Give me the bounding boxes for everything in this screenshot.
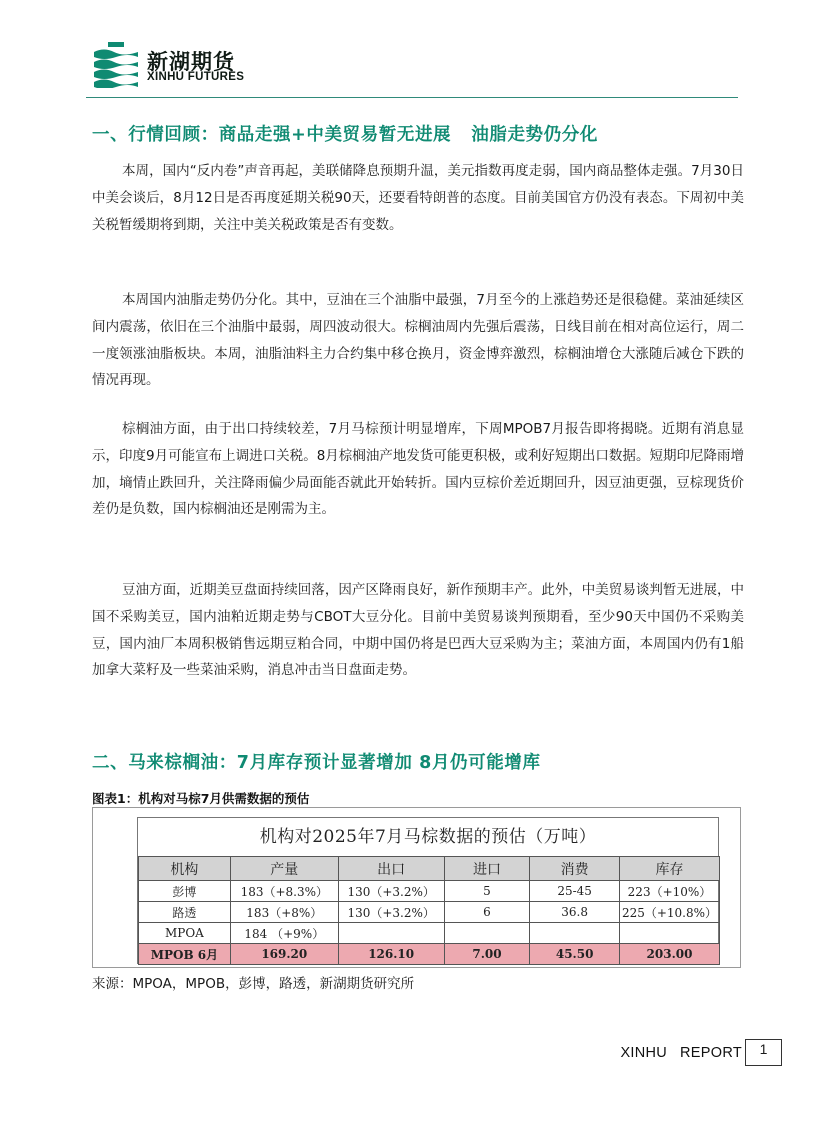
table-cell [619, 923, 719, 944]
table-cell [530, 923, 620, 944]
table-cell: 7.00 [444, 944, 530, 965]
table-cell: 225（+10.8%） [619, 902, 719, 923]
table-cell: 5 [444, 881, 530, 902]
estimate-table-title: 机构对2025年7月马棕数据的预估（万吨） [259, 827, 597, 847]
table-cell: 169.20 [230, 944, 338, 965]
table-cell [444, 923, 530, 944]
logo-english-name: XINHU FUTURES [147, 71, 245, 83]
table-row-highlighted [139, 944, 720, 965]
estimate-table-frame [137, 817, 719, 964]
page-number: 1 [745, 1039, 782, 1066]
table-row [139, 881, 720, 902]
header-divider [86, 97, 738, 98]
table-cell: 36.8 [530, 902, 620, 923]
table-cell: 223（+10%） [619, 881, 719, 902]
column-header: 产量 [230, 857, 338, 881]
paragraph-3: 棕榈油方面，由于出口持续较差，7月马棕预计明显增库，下周MPOB7月报告即将揭晓。近期有消息显示，印度9月可能宣布上调进口关税。8月棕榈油产地发货可能更积极，或利好短期出口数据。短期印尼降雨增加，墒情止跌回升，关注降雨偏少局面能否就此开始转折。国内豆棕价差近期回升，因豆油更强，豆棕现货价差仍是负数，国内棕榈油还是刚需为主。 [92, 421, 744, 518]
table-cell: 126.10 [338, 944, 444, 965]
estimate-table-figure [92, 807, 741, 968]
table-row [139, 902, 720, 923]
table-cell: 130（+3.2%） [338, 902, 444, 923]
table-cell: 45.50 [530, 944, 620, 965]
column-header: 进口 [444, 857, 530, 881]
column-header: 出口 [338, 857, 444, 881]
section-1-title: 一、行情回顾：商品走强+中美贸易暂无进展 油脂走势仍分化 [92, 125, 598, 145]
column-header: 消费 [530, 857, 620, 881]
column-header: 库存 [619, 857, 719, 881]
table-cell: 6 [444, 902, 530, 923]
section-2-title: 二、马来棕榈油：7月库存预计显著增加 8月仍可能增库 [92, 753, 541, 773]
paragraph-2: 本周国内油脂走势仍分化。其中，豆油在三个油脂中最强，7月至今的上涨趋势还是很稳健。菜油延续区间内震荡，依旧在三个油脂中最弱，周四波动很大。棕榈油周内先强后震荡，日线目前在相对高位运行，周二一度领涨油脂板块。本周，油脂油料主力合约集中移仓换月，资金博弈激烈，棕榈油增仓大涨随后减仓下跌的情况再现。 [92, 292, 744, 389]
table-cell: 183（+8.3%） [230, 881, 338, 902]
footer-report-label: XINHU REPORT [620, 1045, 742, 1061]
source-note: 来源：MPOA，MPOB，彭博，路透，新湖期货研究所 [92, 976, 415, 992]
table-cell: MPOB 6月 [139, 944, 231, 965]
table-cell: 130（+3.2%） [338, 881, 444, 902]
table-cell: 路透 [139, 902, 231, 923]
table-cell: 彭博 [139, 881, 231, 902]
table-header-row [139, 857, 720, 881]
paragraph-4: 豆油方面，近期美豆盘面持续回落，因产区降雨良好，新作预期丰产。此外，中美贸易谈判暂无进展，中国不采购美豆，国内油粕近期走势与CBOT大豆分化。目前中美贸易谈判预期看，至少90天中国仍不采购美豆，国内油厂本周积极销售远期豆粕合同，中期中国仍将是巴西大豆采购为主；菜油方面，本周国内仍有1船加拿大菜籽及一些菜油采购，消息冲击当日盘面走势。 [92, 582, 744, 679]
xinhu-logo [92, 40, 272, 92]
table-row [139, 923, 720, 944]
figure-caption: 图表1：机构对马棕7月供需数据的预估 [92, 791, 310, 806]
table-cell: 184 （+9%） [230, 923, 338, 944]
paragraph-1: 本周，国内“反内卷”声音再起，美联储降息预期升温，美元指数再度走弱，国内商品整体走强。7月30日中美会谈后，8月12日是否再度延期关税90天，还要看特朗普的态度。目前美国官方仍没有表态。下周初中美关税暂缓期将到期，关注中美关税政策是否有变数。 [92, 163, 744, 233]
xinhu-waves-logo-icon [92, 42, 140, 88]
table-cell: 25-45 [530, 881, 620, 902]
logo-chinese-name: 新湖期货 [147, 50, 235, 74]
table-cell: 183（+8%） [230, 902, 338, 923]
table-cell: 203.00 [619, 944, 719, 965]
table-cell: MPOA [139, 923, 231, 944]
table-cell [338, 923, 444, 944]
column-header: 机构 [139, 857, 231, 881]
estimate-table [138, 856, 720, 965]
